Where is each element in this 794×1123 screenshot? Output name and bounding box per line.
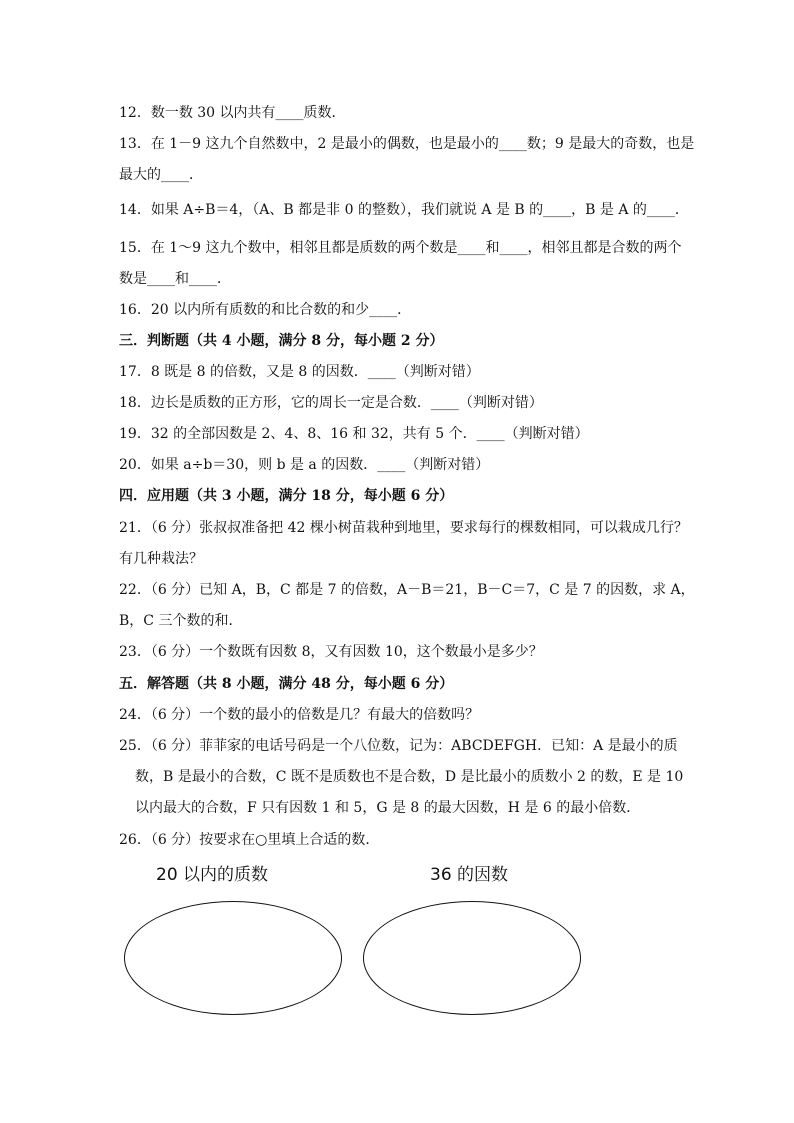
- question-20: 20．如果 a÷b＝30，则 b 是 a 的因数．____（判断对错）: [119, 457, 490, 473]
- question-25-cont-1: 数，B 是最小的合数，C 既不是质数也不是合数，D 是比最小的质数小 2 的数，E 是 10: [135, 769, 684, 785]
- question-13: 13．在 1－9 这九个自然数中，2 是最小的偶数，也是最小的____数；9 是最大的奇数，也是: [119, 136, 695, 152]
- question-13-cont: 最大的____．: [119, 167, 203, 183]
- question-21: 21．（6 分）张叔叔准备把 42 棵小树苗栽种到地里，要求每行的棵数相同，可以栽成几行？: [119, 520, 688, 536]
- question-15: 15．在 1～9 这九个数中，相邻且都是质数的两个数是____和____，相邻且都是合数的两个: [119, 240, 682, 256]
- question-21-cont: 有几种栽法？: [119, 551, 203, 567]
- oval-title-factors: 36 的因数: [430, 865, 509, 885]
- section-heading-answer: 五．解答题（共 8 小题，满分 48 分，每小题 6 分）: [119, 676, 454, 692]
- question-12: 12．数一数 30 以内共有____质数．: [119, 105, 346, 121]
- question-22-cont: B，C 三个数的和．: [119, 613, 243, 629]
- factors-oval: [363, 901, 581, 1015]
- question-15-cont: 数是____和____．: [119, 271, 231, 287]
- question-16: 16．20 以内所有质数的和比合数的和少____．: [119, 302, 412, 318]
- oval-title-primes: 20 以内的质数: [156, 865, 269, 885]
- primes-oval: [124, 901, 342, 1015]
- question-14: 14．如果 A÷B＝4，（A、B 都是非 0 的整数），我们就说 A 是 B 的____，B 是 A 的____．: [119, 202, 689, 218]
- question-18: 18．边长是质数的正方形，它的周长一定是合数．____（判断对错）: [119, 395, 543, 411]
- question-25-cont-2: 以内最大的合数，F 只有因数 1 和 5，G 是 8 的最大因数，H 是 6 的最小倍数．: [135, 800, 641, 816]
- question-19: 19．32 的全部因数是 2、4、8、16 和 32，共有 5 个．____（判断对错）: [119, 426, 589, 442]
- question-23: 23．（6 分）一个数既有因数 8，又有因数 10，这个数最小是多少？: [119, 644, 543, 660]
- section-heading-application: 四．应用题（共 3 小题，满分 18 分，每小题 6 分）: [119, 488, 454, 504]
- question-24: 24．（6 分）一个数的最小的倍数是几？有最大的倍数吗？: [119, 707, 480, 723]
- question-26: 26．（6 分）按要求在○里填上合适的数．: [119, 832, 380, 848]
- question-25: 25．（6 分）菲菲家的电话号码是一个八位数，记为：ABCDEFGH．已知：A 是最小的质: [119, 738, 678, 754]
- question-17: 17．8 既是 8 的倍数，又是 8 的因数．____（判断对错）: [119, 364, 480, 380]
- question-22: 22．（6 分）已知 A，B，C 都是 7 的倍数，A－B＝21，B－C＝7，C 是 7 的因数，求 A，: [119, 582, 695, 598]
- section-heading-judgment: 三．判断题（共 4 小题，满分 8 分，每小题 2 分）: [119, 333, 444, 349]
